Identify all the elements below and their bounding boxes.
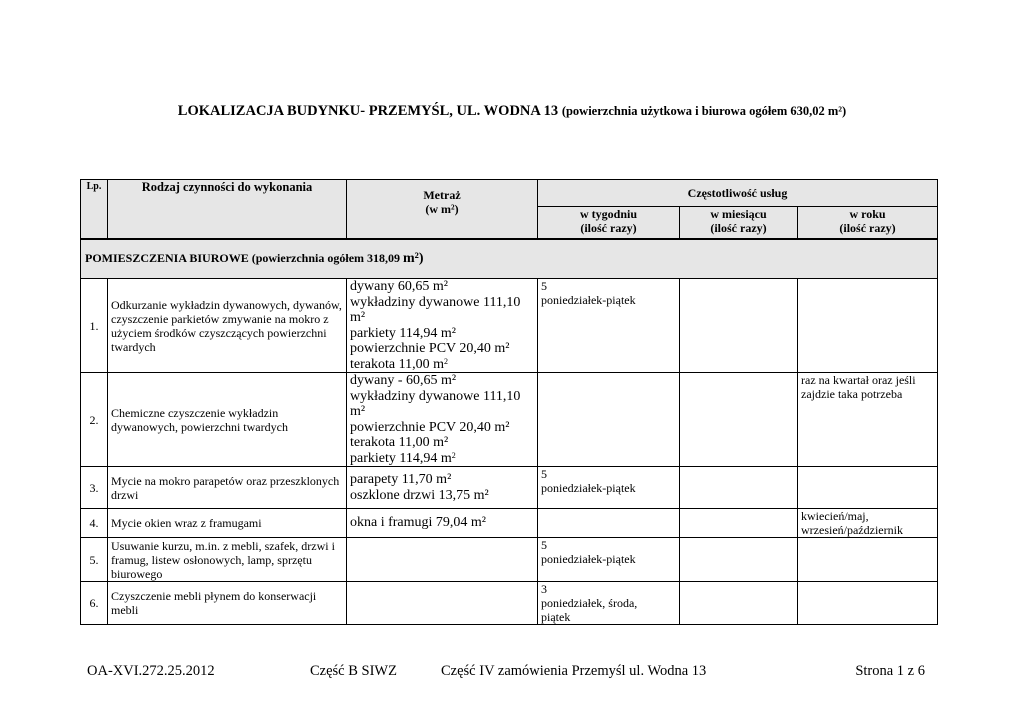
metraz-line	[350, 357, 534, 373]
row-tydzien	[538, 373, 680, 467]
table-row	[81, 467, 938, 509]
section-label	[81, 239, 938, 279]
row-rok: kwiecień/maj, wrzesień/październik	[798, 509, 938, 538]
metraz-line-text: terakota 11,00 m	[350, 356, 444, 372]
table-row	[81, 373, 938, 467]
section-row	[81, 239, 938, 279]
freq-days: poniedziałek-piątek	[541, 481, 636, 495]
header-miesiac-label: w miesiącu	[710, 207, 767, 221]
row-desc: Mycie okien wraz z framugami	[108, 509, 347, 538]
header-rodzaj-label: Rodzaj czynności do wykonania	[141, 180, 313, 194]
freq-days: poniedziałek-piątek	[541, 552, 636, 566]
footer-part-b: Część B SIWZ	[310, 663, 397, 679]
header-rok-label: w roku	[849, 207, 886, 221]
metraz-line: wykładziny dywanowe 111,10 m²	[350, 388, 521, 419]
row-lp: 5.	[81, 538, 108, 582]
header-tydzien-unit: (ilość razy)	[580, 221, 637, 235]
row-lp: 1.	[81, 279, 108, 373]
footer-part-iv: Część IV zamówienia Przemyśl ul. Wodna 13	[441, 663, 707, 679]
section-label-text: POMIESZCZENIA BIUROWE (powierzchnia ogółem 318,09	[85, 251, 401, 266]
header-tydzien-label: w tygodniu	[579, 207, 638, 221]
row-miesiac	[680, 538, 798, 582]
row-lp: 4.	[81, 509, 108, 538]
metraz-line: powierzchnie PCV 20,40 m²	[350, 419, 510, 435]
row-metraz	[347, 279, 538, 373]
metraz-line: parapety 11,70 m²	[350, 472, 452, 487]
title-main: LOKALIZACJA BUDYNKU- PRZEMYŚL, UL. WODNA 13	[177, 103, 559, 119]
table-row	[81, 509, 938, 538]
header-row	[81, 180, 938, 207]
row-miesiac	[680, 582, 798, 625]
row-metraz	[347, 509, 538, 538]
header-rodzaj	[108, 180, 347, 239]
header-rok	[798, 207, 938, 239]
metraz-line: oszklone drzwi 13,75 m²	[350, 487, 489, 503]
section-label-unit: m²)	[403, 251, 424, 267]
freq-count: 3	[541, 582, 547, 596]
row-desc: Mycie na mokro parapetów oraz przeszklonych drzwi	[108, 467, 347, 509]
row-tydzien	[538, 582, 680, 625]
header-metraz	[347, 180, 538, 239]
metraz-line: dywany 60,65 m²	[350, 279, 448, 294]
freq-days: poniedziałek-piątek	[541, 293, 636, 307]
metraz-line: parkiety 114,94 m²	[350, 325, 456, 341]
row-tydzien	[538, 509, 680, 538]
header-metraz-label: Metraż	[423, 188, 461, 202]
row-desc: Czyszczenie mebli płynem do konserwacji mebli	[108, 582, 347, 625]
table-row	[81, 538, 938, 582]
freq-days: poniedziałek, środa,	[541, 596, 638, 610]
row-rok	[798, 538, 938, 582]
row-tydzien	[538, 538, 680, 582]
page-title	[0, 103, 1024, 120]
row-metraz	[347, 373, 538, 467]
freq-count: 5	[541, 538, 547, 552]
metraz-superscript: 2	[451, 450, 456, 460]
header-lp: Lp.	[81, 180, 108, 239]
row-rok	[798, 279, 938, 373]
row-miesiac	[680, 509, 798, 538]
row-miesiac	[680, 279, 798, 373]
metraz-line: powierzchnie PCV 20,40 m²	[350, 341, 510, 356]
row-tydzien	[538, 467, 680, 509]
table-row	[81, 582, 938, 625]
row-miesiac	[680, 373, 798, 467]
title-sub: (powierzchnia użytkowa i biurowa ogółem 630,02 m²)	[561, 104, 847, 118]
header-miesiac-unit: (ilość razy)	[710, 221, 767, 235]
metraz-superscript: 2	[443, 356, 448, 366]
footer-ref: OA-XVI.272.25.2012	[87, 663, 215, 679]
metraz-line: wykładziny dywanowe 111,10 m²	[350, 294, 521, 325]
row-desc: Usuwanie kurzu, m.in. z mebli, szafek, drzwi i framug, listew osłonowych, lamp, sprzętu biurowego	[108, 538, 347, 582]
row-lp: 3.	[81, 467, 108, 509]
row-metraz	[347, 538, 538, 582]
table-row	[81, 279, 938, 373]
metraz-line: terakota 11,00 m²	[350, 435, 449, 450]
freq-count: 5	[541, 467, 547, 481]
row-lp: 2.	[81, 373, 108, 467]
row-tydzien	[538, 279, 680, 373]
metraz-line-text: parkiety 114,94 m	[350, 450, 452, 466]
freq-days: piątek	[541, 610, 571, 624]
row-rok: raz na kwartał oraz jeśli zajdzie taka potrzeba	[798, 373, 938, 467]
header-metraz-unit: (w m²)	[425, 202, 459, 216]
row-lp: 6.	[81, 582, 108, 625]
row-miesiac	[680, 467, 798, 509]
metraz-line: okna i framugi 79,04 m²	[350, 515, 487, 531]
row-desc: Chemiczne czyszczenie wykładzin dywanowych, powierzchni twardych	[108, 373, 347, 467]
row-rok	[798, 582, 938, 625]
header-rok-unit: (ilość razy)	[839, 221, 896, 235]
row-metraz	[347, 582, 538, 625]
services-table	[80, 179, 938, 625]
metraz-line	[350, 451, 534, 467]
metraz-line: dywany - 60,65 m²	[350, 373, 457, 388]
header-czestotliwosc: Częstotliwość usług	[538, 180, 938, 207]
freq-count: 5	[541, 279, 547, 293]
header-tydzien	[538, 207, 680, 239]
row-rok	[798, 467, 938, 509]
row-metraz	[347, 467, 538, 509]
footer-page-number: Strona 1 z 6	[855, 663, 925, 679]
row-desc: Odkurzanie wykładzin dywanowych, dywanów, czyszczenie parkietów zmywanie na mokro z użyciem środków czyszczących powierzchni twardych	[108, 279, 347, 373]
header-miesiac	[680, 207, 798, 239]
